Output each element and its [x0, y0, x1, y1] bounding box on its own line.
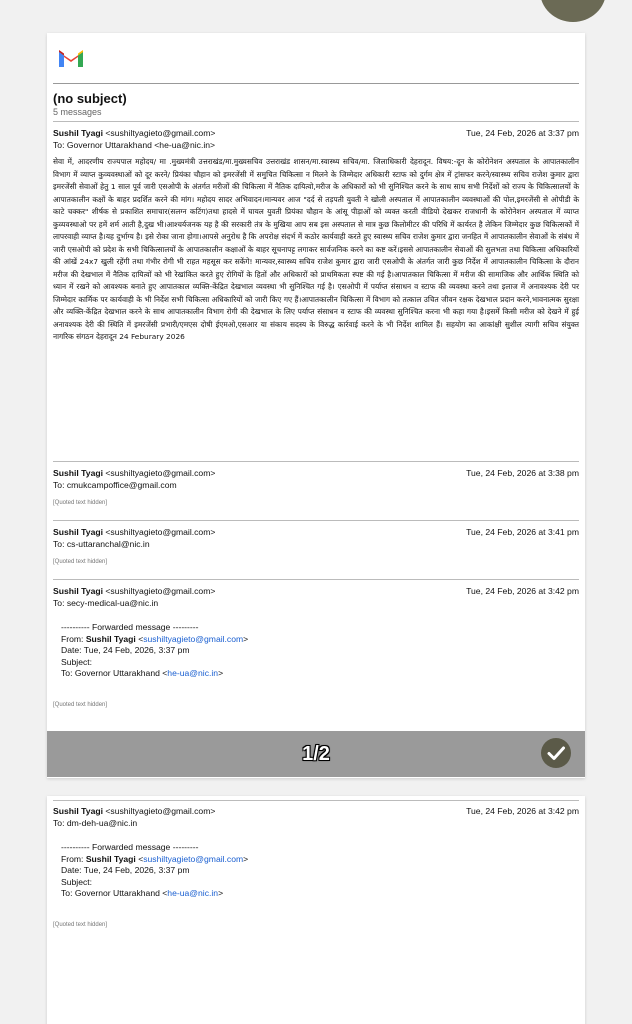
forwarded-header: ---------- Forwarded message --------- — [61, 842, 199, 852]
pdf-page-1 — [47, 33, 585, 778]
floating-action-button[interactable] — [540, 0, 606, 22]
message-count: 5 messages — [53, 107, 102, 117]
sender-name: Sushil Tyagi — [53, 806, 103, 816]
divider — [53, 579, 579, 580]
pdf-page-2 — [47, 796, 585, 1024]
forwarded-header: ---------- Forwarded message --------- — [61, 622, 199, 632]
to-email-link[interactable]: he-ua@nic.in — [167, 888, 219, 898]
sender-email: <sushiltyagieto@gmail.com> — [105, 468, 216, 478]
divider — [53, 121, 579, 122]
from-email-link[interactable]: sushiltyagieto@gmail.com — [143, 853, 244, 864]
message-body: सेवा में, आदरणीय राज्यपाल महोदय/ मा .मुख्यमंत्री उत्तराखंड/मा.मुख्यसचिव उत्तराखंड शासन/मा.स्वास्थ्य सचिव/मा. जिलाधिकारी देहरादून. विषय:-दून के कोरोनेशन अस्पताल के आपातकालीन विभाग में व्याप्त कुव्यवस्थाओं को दूर करने/ प्रियंका चौहान को इमरजेंसी में समुचित चिकित्सा न मिलने के जिम्मेदार अधिकारी स्टाफ को दुर्गम क्षेत्र में ट्रांसफर करने/स्वास्थ्य सचिव राजेश कुमार द्वारा इमरजेंसी सेवाओं हेतु 1 साल पूर्व जारी एसओपी के अंतर्गत मरीजों की चिकित्सा में नैतिक दायित्वो,मरीज के अधिकारों को भी सुनिश्चित करने के साथ साथ सभी निर्देशों को राज्य के चिकित्सालयों के आपातकालीन कक्षों के बाहर प्रदर्शित करने की मांग। महोदय सादर अभिवादन।मान्यवर आज "दर्द से तड़पती युवती ने खोली अस्पताल में आपातकालीन व्यवस्थाओं की पोल,इमरजेंसी से ओपीडी के काटे चक्कर" शीर्षक से प्रकाशित समाचार(सलग्न कटिंग)तथा हादसे में घायल युवती प्रियंका चौहान के आंसू पीड़ाओं को व्यक्त करती वीडियो देखकर राजधानी के कोरोनेशन अस्पताल में व्याप्त कुव्यवस्थाओ पर हमें शर्म आती है,दुख भी।आश्चर्यजनक यह है की सरकारी तंत्र के मुखिया आप सब इस अस्पताल से मात्र कुछ किलोमीटर की परिधि में कार्यरत है लेकिन जिम्मेदार कुछ चिकित्सकों में लापरवाही व्याप्त है।यह दुर्भाग्य है। इसे रोका जाना होगा।आपसे अनुरोध है कि अपरोक्ष संदर्भ में कठोर कार्यवाही करते हुए स्वास्थ्य सचिव राजेश कुमार द्वारा जनहित में आपातकालीन सेवाओं के संबंध में जारी एसओपी को प्रदेश के सभी चिकित्सालयों के आपातकालीन कक्षाओं के बाहर सूचनापट्ट लगाकर सार्वजनिक करने का कष्ट करें।इससे आपातकालीन सेवाओं की सुलभता तथा चिकित्सा अधिकारियों की आंखें 24x7 खुली रहेंगी तथा गंभीर रोगी भी राहत महसूस कर सकेंगे! मान्यवर,स्वास्थ्य सचिव राजेश कुमार द्वारा जारी एसओपी के अंतर्गत जारी कुछ निर्देश में आपातकालीन चिकित्सा के दौरान मरीज की देखभाल में नैतिक दायित्वों को भी रेखांकित करते हुए रोगियों के हितों और अधिकारों को प्राथमिकता स्पष्ट की गई है।आपातकाल चिकित्सा में मरीज की सामाजिक और आर्थिक स्थिति को ध्यान में रखने को आवश्यक बनाते हुए आपातकाल व्यक्ति-केंद्रित देखभाल व्यवस्था भी सुनिश्चित गई है। एसओपी में पर्याप्त संसाधन व स्टाफ की व्यवस्था करने तथा इलाज में अनावश्यक देरी पर जिम्मेदार कार्मिक पर कार्यवाही के भी निर्देश सभी चिकित्सा अधिकारियों को जारी किए गए हैं।आपातकालीन चिकित्सा में विभाग को तत्काल उचित जीवन रक्षक देखभाल प्रदान करने,भावनात्मक सुरक्षा और व्यक्ति-केंद्रित देखभाल करने के साथ आपातकालीन विभाग रोगी की देखभाल के लिए पर्याप्त संसाधन व स्टाफ की व्यवस्था सुनिश्चित करना भी कहा गया है।इसमें किसी मरीज को देखने में हुई अनावश्यक देरी की स्थिति में इमरजेंसी प्रभारी/एमएस दोषी ईएमओ,एसआर या संकाय सदस्य के विरुद्ध कार्रवाई करने के भी निर्देश शामिल हैं। सहयोग का आकांक्षी सुशील त्यागी सचिव संयुक्त नागरिक संगठन देहरादून 24 Feburary 2026 — [53, 157, 579, 341]
done-button[interactable] — [541, 738, 571, 768]
sender-name: Sushil Tyagi — [53, 128, 103, 138]
message-header-4 — [53, 586, 579, 708]
message-header-1 — [53, 128, 579, 150]
from-label: From: — [61, 853, 84, 864]
to-label: To: Governor Uttarakhand — [61, 668, 160, 678]
message-date: Tue, 24 Feb, 2026 at 3:41 pm — [466, 527, 579, 537]
quoted-text-hidden[interactable]: [Quoted text hidden] — [53, 701, 108, 708]
sender-email: <sushiltyagieto@gmail.com> — [105, 527, 216, 537]
quoted-text-hidden[interactable]: [Quoted text hidden] — [53, 500, 108, 506]
divider — [53, 520, 579, 521]
divider — [53, 83, 579, 84]
recipient: To: secy-medical-ua@nic.in — [53, 598, 159, 608]
message-header-3 — [53, 527, 579, 565]
to-label: To: Governor Uttarakhand — [61, 888, 160, 898]
sender-name: Sushil Tyagi — [53, 468, 103, 478]
quoted-text-hidden[interactable]: [Quoted text hidden] — [53, 559, 108, 565]
sender-email: <sushiltyagieto@gmail.com> — [105, 586, 216, 596]
recipient: To: Governor Uttarakhand <he-ua@nic.in> — [53, 140, 216, 150]
message-date: Tue, 24 Feb, 2026 at 3:42 pm — [466, 806, 579, 816]
divider — [53, 461, 579, 462]
sender-email: <sushiltyagieto@gmail.com> — [105, 806, 216, 816]
message-date: Tue, 24 Feb, 2026 at 3:38 pm — [466, 468, 579, 478]
recipient: To: cs-uttaranchal@nic.in — [53, 539, 150, 549]
message-header-5 — [53, 806, 579, 928]
forwarded-message: ---------- Forwarded message --------- From: Sushil Tyagi <sushiltyagieto@gmail.com> Date: Tue, 24 Feb, 2026, 3:37 pm Subject: To: Governor Uttarakhand <he-ua@nic.in> — [61, 842, 579, 900]
sender-name: Sushil Tyagi — [53, 586, 103, 596]
from-name: Sushil Tyagi — [85, 853, 136, 864]
forwarded-date: Date: Tue, 24 Feb, 2026, 3:37 pm — [61, 645, 190, 655]
forwarded-date: Date: Tue, 24 Feb, 2026, 3:37 pm — [61, 865, 190, 875]
forwarded-subject: Subject: — [61, 656, 93, 667]
message-header-2 — [53, 468, 579, 506]
from-name: Sushil Tyagi — [85, 633, 136, 644]
divider — [53, 800, 579, 801]
checkmark-icon — [541, 738, 571, 768]
page-counter: 1/2 — [302, 743, 330, 765]
from-label: From: — [61, 633, 84, 644]
gmail-logo-icon — [57, 47, 85, 69]
recipient: To: dm-deh-ua@nic.in — [53, 818, 138, 828]
message-date: Tue, 24 Feb, 2026 at 3:42 pm — [466, 586, 579, 596]
sender-email: <sushiltyagieto@gmail.com> — [105, 128, 216, 138]
from-email-link[interactable]: sushiltyagieto@gmail.com — [143, 633, 244, 644]
sender-name: Sushil Tyagi — [53, 527, 103, 537]
email-subject: (no subject) — [53, 91, 127, 106]
forwarded-message: ---------- Forwarded message --------- From: Sushil Tyagi <sushiltyagieto@gmail.com> Date: Tue, 24 Feb, 2026, 3:37 pm Subject: To: Governor Uttarakhand <he-ua@nic.in> — [61, 622, 579, 680]
to-email-link[interactable]: he-ua@nic.in — [167, 668, 219, 678]
forwarded-subject: Subject: — [61, 876, 93, 887]
quoted-text-hidden[interactable]: [Quoted text hidden] — [53, 921, 108, 928]
recipient: To: cmukcampoffice@gmail.com — [53, 480, 177, 490]
viewer-toolbar — [47, 731, 585, 777]
message-date: Tue, 24 Feb, 2026 at 3:37 pm — [466, 128, 579, 138]
